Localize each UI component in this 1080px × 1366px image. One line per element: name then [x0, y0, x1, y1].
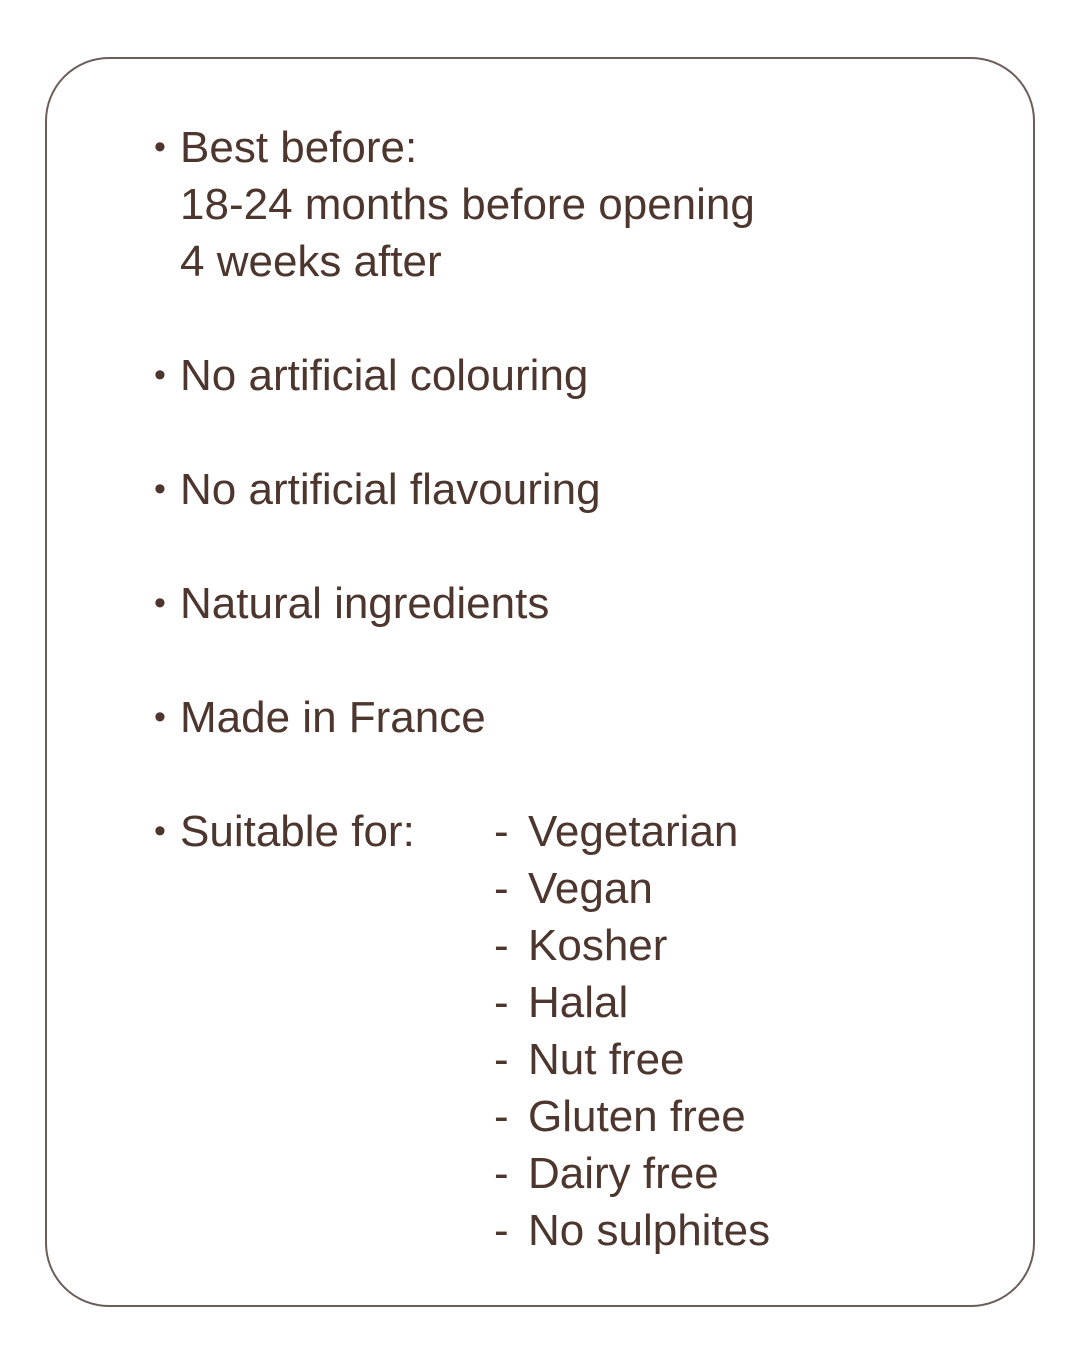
dash-icon: -: [494, 1035, 509, 1084]
best-before-title: Best before:: [180, 123, 418, 172]
option-text: Gluten free: [528, 1092, 746, 1141]
suitable-for-block: [180, 803, 993, 1259]
bullet-icon: •: [154, 698, 166, 736]
option-text: Nut free: [528, 1035, 685, 1084]
list-item-natural-ingredients: [154, 575, 993, 632]
option-gluten-free: [494, 1088, 993, 1145]
list-item-suitable-for: [154, 803, 993, 1259]
list-item-no-artificial-flavouring: [154, 461, 993, 518]
option-text: Dairy free: [528, 1149, 719, 1198]
suitable-for-options: [494, 803, 993, 1259]
item-text: Natural ingredients: [180, 579, 550, 628]
option-text: Halal: [528, 978, 629, 1027]
option-text: Vegetarian: [528, 807, 739, 856]
option-nut-free: [494, 1031, 993, 1088]
dash-icon: -: [494, 1149, 509, 1198]
best-before-opened: 4 weeks after: [180, 237, 442, 286]
option-dairy-free: [494, 1145, 993, 1202]
list-item-made-in-france: [154, 689, 993, 746]
option-text: Kosher: [528, 921, 668, 970]
option-vegan: [494, 860, 993, 917]
product-attributes-list: [154, 119, 993, 1259]
dash-icon: -: [494, 864, 509, 913]
option-kosher: [494, 917, 993, 974]
best-before-unopened: 18-24 months before opening: [180, 180, 755, 229]
option-text: No sulphites: [528, 1206, 771, 1255]
option-vegetarian: [494, 803, 993, 860]
bullet-icon: •: [154, 584, 166, 622]
dash-icon: -: [494, 807, 509, 856]
option-halal: [494, 974, 993, 1031]
list-item-no-artificial-colouring: [154, 347, 993, 404]
suitable-for-label: Suitable for:: [180, 807, 415, 856]
dash-icon: -: [494, 921, 509, 970]
bullet-icon: •: [154, 128, 166, 166]
product-info-card: [45, 57, 1035, 1307]
option-text: Vegan: [528, 864, 653, 913]
dash-icon: -: [494, 1092, 509, 1141]
dash-icon: -: [494, 978, 509, 1027]
dash-icon: -: [494, 1206, 509, 1255]
item-text: No artificial flavouring: [180, 465, 601, 514]
best-before-block: [180, 119, 993, 290]
item-text: No artificial colouring: [180, 351, 589, 400]
bullet-icon: •: [154, 812, 166, 850]
item-text: Made in France: [180, 693, 486, 742]
list-item-best-before: [154, 119, 993, 290]
bullet-icon: •: [154, 356, 166, 394]
bullet-icon: •: [154, 470, 166, 508]
option-no-sulphites: [494, 1202, 993, 1259]
